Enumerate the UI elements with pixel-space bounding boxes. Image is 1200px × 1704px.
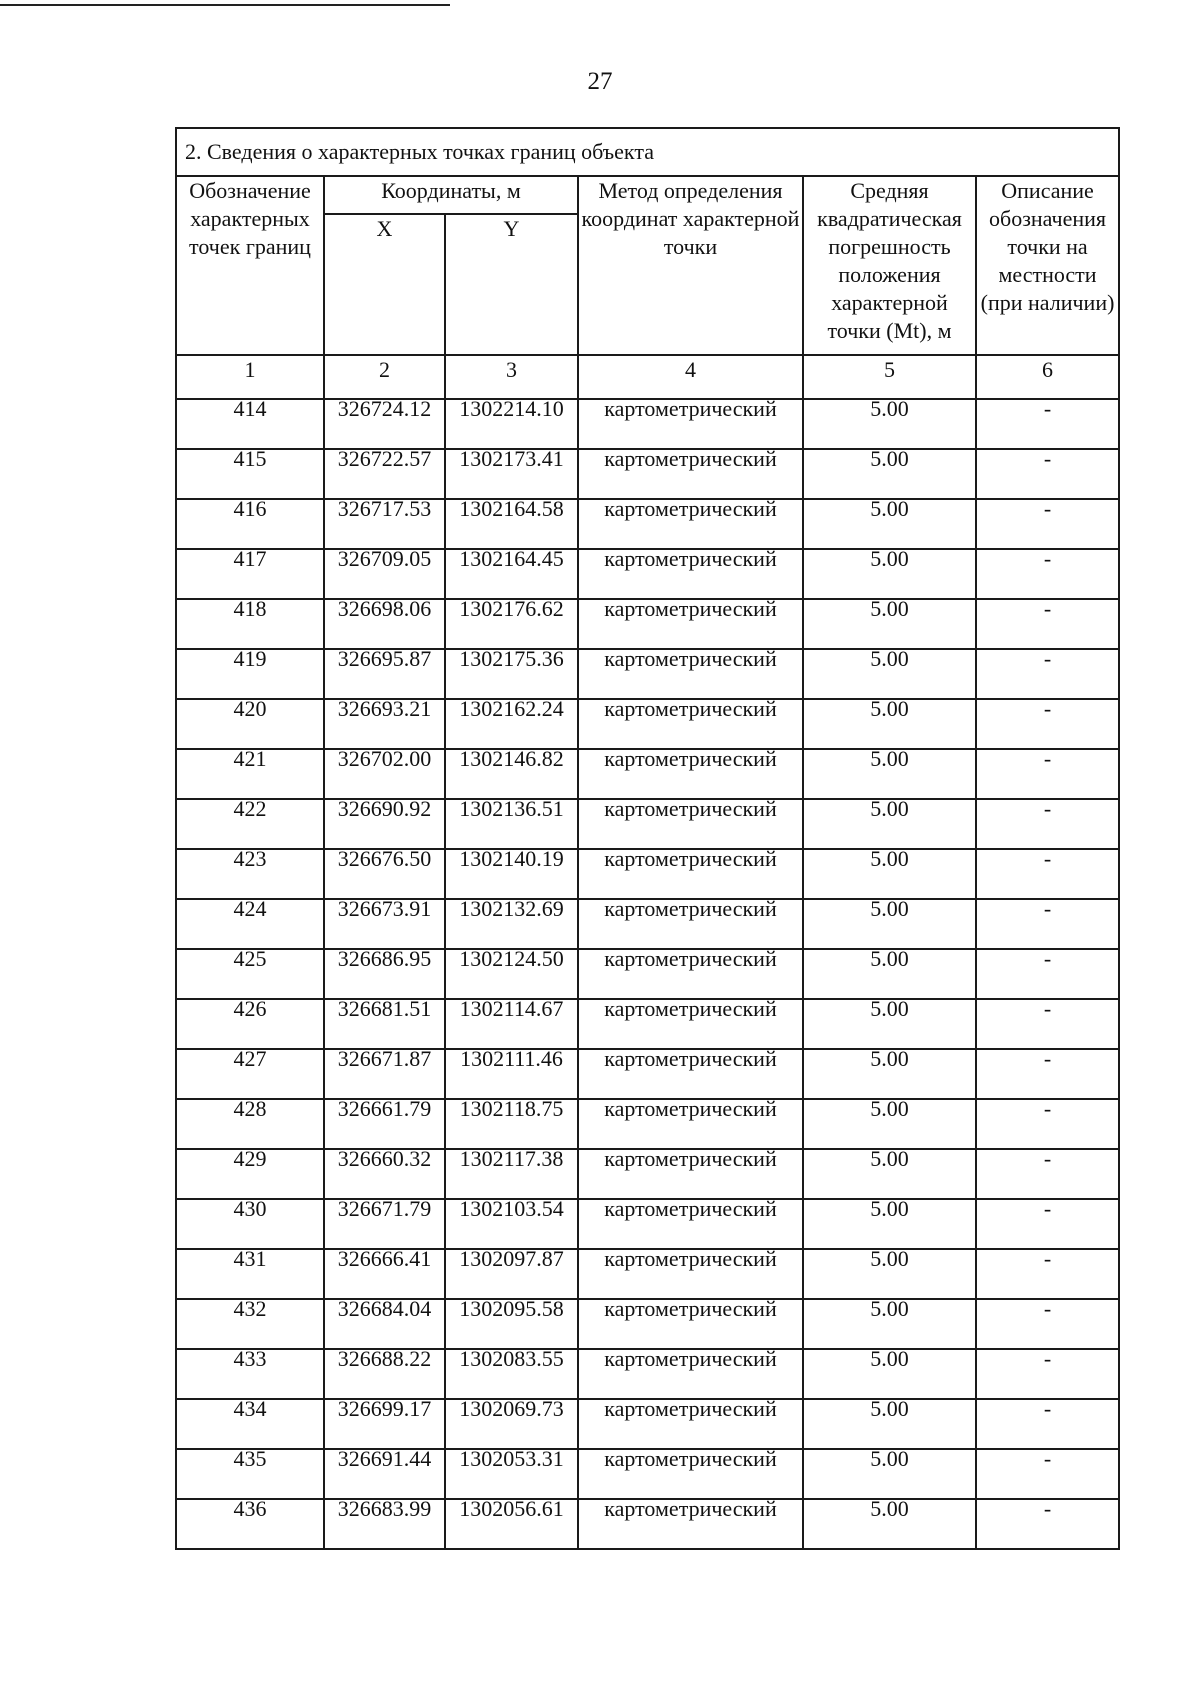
method-cell: картометрический [578, 1049, 803, 1099]
header-designation: Обозначение характерных точек границ [176, 176, 324, 355]
table-row [176, 1449, 1119, 1499]
description-cell: - [976, 1299, 1119, 1349]
method-cell: картометрический [578, 1299, 803, 1349]
error-cell: 5.00 [803, 549, 976, 599]
point-id-cell: 429 [176, 1149, 324, 1199]
table-row [176, 399, 1119, 449]
column-number: 3 [445, 355, 578, 399]
point-id-cell: 424 [176, 899, 324, 949]
error-cell: 5.00 [803, 1299, 976, 1349]
point-id-cell: 415 [176, 449, 324, 499]
error-cell: 5.00 [803, 1349, 976, 1399]
error-cell: 5.00 [803, 949, 976, 999]
error-cell: 5.00 [803, 399, 976, 449]
table-row [176, 499, 1119, 549]
table-row [176, 549, 1119, 599]
description-cell: - [976, 1349, 1119, 1399]
method-cell: картометрический [578, 899, 803, 949]
coord-y-cell: 1302140.19 [445, 849, 578, 899]
point-id-cell: 432 [176, 1299, 324, 1349]
method-cell: картометрический [578, 949, 803, 999]
column-number: 4 [578, 355, 803, 399]
error-cell: 5.00 [803, 1399, 976, 1449]
error-cell: 5.00 [803, 899, 976, 949]
coord-y-cell: 1302146.82 [445, 749, 578, 799]
coord-x-cell: 326671.79 [324, 1199, 445, 1249]
header-error: Средняя квадратическая погрешность положения характерной точки (Mt), м [803, 176, 976, 355]
table-row [176, 1349, 1119, 1399]
error-cell: 5.00 [803, 849, 976, 899]
description-cell: - [976, 949, 1119, 999]
point-id-cell: 431 [176, 1249, 324, 1299]
table-row [176, 1149, 1119, 1199]
method-cell: картометрический [578, 1399, 803, 1449]
coord-x-cell: 326724.12 [324, 399, 445, 449]
coord-x-cell: 326702.00 [324, 749, 445, 799]
coord-y-cell: 1302124.50 [445, 949, 578, 999]
description-cell: - [976, 1399, 1119, 1449]
method-cell: картометрический [578, 749, 803, 799]
header-description: Описание обозначения точки на местности (при наличии) [976, 176, 1119, 355]
description-cell: - [976, 799, 1119, 849]
point-id-cell: 435 [176, 1449, 324, 1499]
description-cell: - [976, 699, 1119, 749]
table-row [176, 1399, 1119, 1449]
method-cell: картометрический [578, 799, 803, 849]
coord-y-cell: 1302097.87 [445, 1249, 578, 1299]
point-id-cell: 422 [176, 799, 324, 849]
method-cell: картометрический [578, 999, 803, 1049]
method-cell: картометрический [578, 449, 803, 499]
coord-x-cell: 326691.44 [324, 1449, 445, 1499]
method-cell: картометрический [578, 499, 803, 549]
coord-x-cell: 326673.91 [324, 899, 445, 949]
table-row [176, 599, 1119, 649]
description-cell: - [976, 899, 1119, 949]
description-cell: - [976, 1449, 1119, 1499]
point-id-cell: 427 [176, 1049, 324, 1099]
coord-y-cell: 1302164.58 [445, 499, 578, 549]
error-cell: 5.00 [803, 649, 976, 699]
method-cell: картометрический [578, 399, 803, 449]
coord-y-cell: 1302214.10 [445, 399, 578, 449]
method-cell: картометрический [578, 1199, 803, 1249]
table-row [176, 1099, 1119, 1149]
coord-x-cell: 326661.79 [324, 1099, 445, 1149]
coord-y-cell: 1302173.41 [445, 449, 578, 499]
point-id-cell: 430 [176, 1199, 324, 1249]
coord-x-cell: 326688.22 [324, 1349, 445, 1399]
coord-x-cell: 326695.87 [324, 649, 445, 699]
coord-x-cell: 326683.99 [324, 1499, 445, 1549]
description-cell: - [976, 399, 1119, 449]
error-cell: 5.00 [803, 449, 976, 499]
point-id-cell: 417 [176, 549, 324, 599]
description-cell: - [976, 649, 1119, 699]
coord-x-cell: 326698.06 [324, 599, 445, 649]
error-cell: 5.00 [803, 499, 976, 549]
error-cell: 5.00 [803, 1049, 976, 1099]
method-cell: картометрический [578, 649, 803, 699]
coord-y-cell: 1302103.54 [445, 1199, 578, 1249]
error-cell: 5.00 [803, 749, 976, 799]
coord-y-cell: 1302069.73 [445, 1399, 578, 1449]
header-x: X [324, 214, 445, 355]
description-cell: - [976, 849, 1119, 899]
point-id-cell: 434 [176, 1399, 324, 1449]
coord-y-cell: 1302083.55 [445, 1349, 578, 1399]
point-id-cell: 423 [176, 849, 324, 899]
coord-x-cell: 326699.17 [324, 1399, 445, 1449]
point-id-cell: 426 [176, 999, 324, 1049]
description-cell: - [976, 749, 1119, 799]
column-number: 1 [176, 355, 324, 399]
point-id-cell: 420 [176, 699, 324, 749]
boundary-points-table [175, 127, 1120, 1550]
coord-y-cell: 1302136.51 [445, 799, 578, 849]
coord-x-cell: 326671.87 [324, 1049, 445, 1099]
page-number: 27 [587, 68, 613, 95]
point-id-cell: 416 [176, 499, 324, 549]
table-caption: 2. Сведения о характерных точках границ объекта [176, 128, 1119, 176]
point-id-cell: 436 [176, 1499, 324, 1549]
error-cell: 5.00 [803, 1099, 976, 1149]
column-number: 6 [976, 355, 1119, 399]
description-cell: - [976, 599, 1119, 649]
point-id-cell: 425 [176, 949, 324, 999]
method-cell: картометрический [578, 1249, 803, 1299]
point-id-cell: 421 [176, 749, 324, 799]
table-row [176, 799, 1119, 849]
coord-y-cell: 1302175.36 [445, 649, 578, 699]
table-row [176, 899, 1119, 949]
method-cell: картометрический [578, 1099, 803, 1149]
point-id-cell: 419 [176, 649, 324, 699]
description-cell: - [976, 1199, 1119, 1249]
header-method: Метод определения координат характерной точки [578, 176, 803, 355]
coord-y-cell: 1302164.45 [445, 549, 578, 599]
description-cell: - [976, 449, 1119, 499]
description-cell: - [976, 1149, 1119, 1199]
method-cell: картометрический [578, 849, 803, 899]
coord-x-cell: 326690.92 [324, 799, 445, 849]
coord-x-cell: 326686.95 [324, 949, 445, 999]
table-row [176, 449, 1119, 499]
coord-y-cell: 1302114.67 [445, 999, 578, 1049]
column-number: 5 [803, 355, 976, 399]
coord-x-cell: 326709.05 [324, 549, 445, 599]
coord-x-cell: 326684.04 [324, 1299, 445, 1349]
method-cell: картометрический [578, 1149, 803, 1199]
method-cell: картометрический [578, 699, 803, 749]
point-id-cell: 418 [176, 599, 324, 649]
coord-x-cell: 326717.53 [324, 499, 445, 549]
table-row [176, 1299, 1119, 1349]
method-cell: картометрический [578, 1499, 803, 1549]
point-id-cell: 414 [176, 399, 324, 449]
point-id-cell: 428 [176, 1099, 324, 1149]
error-cell: 5.00 [803, 1499, 976, 1549]
coord-y-cell: 1302117.38 [445, 1149, 578, 1199]
column-number: 2 [324, 355, 445, 399]
coord-y-cell: 1302056.61 [445, 1499, 578, 1549]
coord-x-cell: 326681.51 [324, 999, 445, 1049]
coord-y-cell: 1302162.24 [445, 699, 578, 749]
description-cell: - [976, 499, 1119, 549]
table-row [176, 1199, 1119, 1249]
coord-y-cell: 1302053.31 [445, 1449, 578, 1499]
error-cell: 5.00 [803, 799, 976, 849]
table-row [176, 699, 1119, 749]
header-coordinates: Координаты, м [324, 176, 578, 214]
description-cell: - [976, 1249, 1119, 1299]
table-row [176, 1049, 1119, 1099]
coord-x-cell: 326666.41 [324, 1249, 445, 1299]
error-cell: 5.00 [803, 599, 976, 649]
scan-top-rule [0, 4, 450, 6]
table-row [176, 999, 1119, 1049]
coord-x-cell: 326693.21 [324, 699, 445, 749]
coord-y-cell: 1302095.58 [445, 1299, 578, 1349]
error-cell: 5.00 [803, 1149, 976, 1199]
table-row [176, 1499, 1119, 1549]
table-row [176, 649, 1119, 699]
coord-y-cell: 1302111.46 [445, 1049, 578, 1099]
point-id-cell: 433 [176, 1349, 324, 1399]
coord-x-cell: 326660.32 [324, 1149, 445, 1199]
method-cell: картометрический [578, 1349, 803, 1399]
coord-y-cell: 1302118.75 [445, 1099, 578, 1149]
method-cell: картометрический [578, 549, 803, 599]
description-cell: - [976, 549, 1119, 599]
error-cell: 5.00 [803, 1449, 976, 1499]
description-cell: - [976, 1049, 1119, 1099]
coord-x-cell: 326722.57 [324, 449, 445, 499]
table-row [176, 849, 1119, 899]
description-cell: - [976, 1499, 1119, 1549]
description-cell: - [976, 999, 1119, 1049]
method-cell: картометрический [578, 1449, 803, 1499]
description-cell: - [976, 1099, 1119, 1149]
method-cell: картометрический [578, 599, 803, 649]
column-numbers-row [176, 355, 1119, 399]
table-row [176, 749, 1119, 799]
coord-y-cell: 1302132.69 [445, 899, 578, 949]
header-y: Y [445, 214, 578, 355]
table-row [176, 1249, 1119, 1299]
error-cell: 5.00 [803, 1249, 976, 1299]
error-cell: 5.00 [803, 1199, 976, 1249]
table-row [176, 949, 1119, 999]
error-cell: 5.00 [803, 999, 976, 1049]
coord-y-cell: 1302176.62 [445, 599, 578, 649]
coord-x-cell: 326676.50 [324, 849, 445, 899]
error-cell: 5.00 [803, 699, 976, 749]
